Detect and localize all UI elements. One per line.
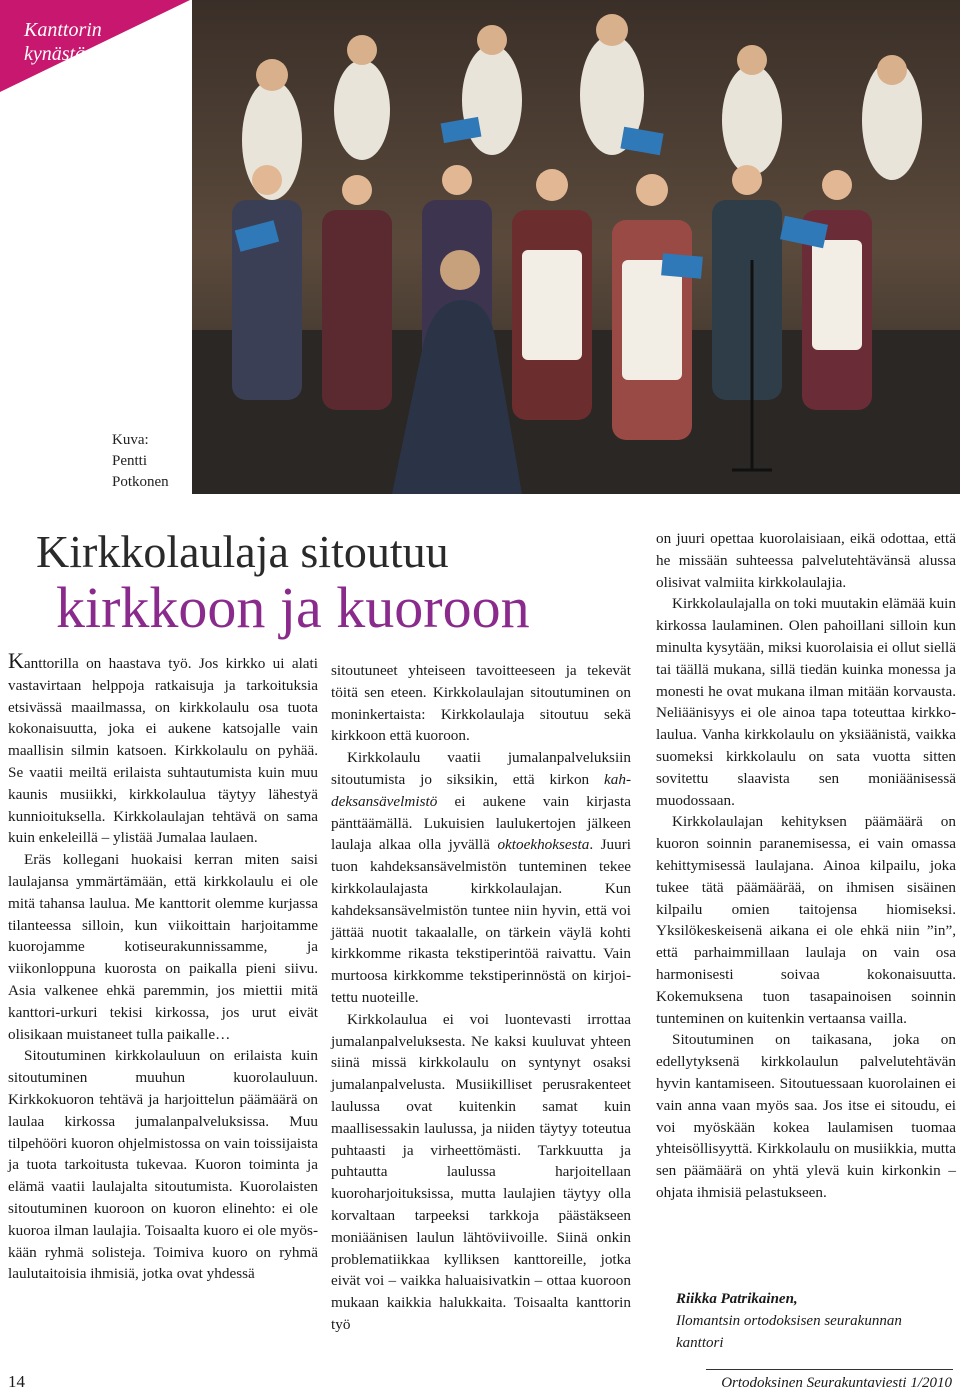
paragraph: Kirkkolaulua ei voi luontevasti irrottaa jumalanpalveluksesta. Ne kaksi kuuluvat yhteen siinä missä kirkkolaulu on syntynyt osaksi jumalanpalvelusta. Musiikilliset perusrakenteet laulussa ovat kuitenkin samat kuin maallisessakin laulussa, ja niiden täytyy toteutua puhtaasti ja virheettömästi. Tarkkuutta ja puhtautta laulussa harjoitellaan kuoroharjoituksissa, mutta laulajien täytyy olla korvaltaan tarpeeksi tarkkoja päästäkseen moniäänisen laulun lähtöviivoille. Siinä onkin problematiikkaa kylliksen kanttoreille, jotka eivät voi – vaikka haluaisivatkin – ottaa kuoroon mukaan kaikkia halukkaita. Toisaalta kanttorin työ bbox=[331, 1010, 631, 1333]
paragraph: on juuri opettaa kuorolaisiaan, eikä odottaa, että he missään suhteessa palvelutehtävänsä alussa olisivat valmiita kirkkolaulajia. bbox=[656, 530, 956, 591]
paragraph: Kirkkolaulajalla on toki muutakin elämää kuin kirkossa laulaminen. Olen pahoillani silloin kun minulta kysytään, miksi kuorolaisia ei ollut siellä tai täällä mukana, sillä tiedän kuinka monessa ja monesti he ovat mukana ilman mitään korvausta. Neliäänisyys ei ole ainoa tapa toteuttaa kirkkolaulua. Vanha kirkkolaulu on yksiäänistä, vaikka suomeksi kirkkolaulu on sata vuotta sitten sovitettu slaavista sen moniäänisessä muodossaan. bbox=[656, 595, 956, 809]
paragraph bbox=[331, 747, 631, 1009]
text-column-3 bbox=[656, 528, 956, 1204]
paragraph-emphasis: oktoekhoksesta bbox=[497, 836, 590, 854]
paragraph: Sitoutuminen on taikasana, joka on edellytyksenä kirkkolaulun palvelutehtävän hyvin kantamiseen. Sitoutuessaan kuorolainen ei vain anna vaan myös saa. Jos itse ei sitoudu, ei voi myöskään kokea laulamisen tuomaa yhteisöllisyyttä. Kirkkolaulu on musiikkia, mutta sen päämäärä on yhtä ylevä kuin kirkonkin – ohjata ihmisiä pelastukseen. bbox=[656, 1031, 956, 1201]
choir-photo-illustration bbox=[192, 0, 960, 494]
paragraph-emphasis: kahdeksansävelmistö bbox=[331, 770, 631, 810]
photo-credit-line3: Potkonen bbox=[112, 474, 169, 490]
footer-divider bbox=[706, 1369, 953, 1370]
text-column-2 bbox=[331, 660, 631, 1336]
choir-photo bbox=[192, 0, 960, 494]
paragraph-text: anttorilla on haastava työ. Jos kirkko ui alati vastavirtaan helppoja ratkaisuja ja tarkoituksia etsivässä maailmassa, on kirkkolaulu osa tuota kokonaisuutta, joka ei aukene katsojalle vain maallisin silmin katsoen. Kirkkolaulu on pyhää. Se vaatii meiltä erilaista suhtautumista kuin muu kaunis musiikki, kirkkolaulua täytyy lähestyä kunnioituksella. Kirkkolaulajan tehtävä on sama kuin enkeleillä – ylistää Jumalaa laulaen. bbox=[8, 655, 318, 847]
author-name: Riikka Patrikainen, bbox=[676, 1291, 798, 1307]
article-headline bbox=[36, 527, 636, 639]
section-label bbox=[24, 18, 102, 66]
author-signature bbox=[676, 1288, 946, 1354]
paragraph: Sitoutuminen kirkkolauluun on erilaista kuin sitoutuminen muuhun kuorolauluun. Kirkkokuoron tehtävä ja harjoittelun päämäärä on laulaa kirkossa jumalanpalveluksissa. Muu tilpehööri kuoron ohjelmistossa on vain toissijaista ja tuota tarkoitusta tukevaa. Kuoron toiminta ja elämä vaatii laulajalta sitoutumista. Kuorolaisten sitoutuminen kuoroon on kuoron elinehto: ei ole kuoroa ilman laulajia. Toisaalta kuoro ei ole myöskään ryhmä solisteja. Toimiva kuoro on ryhmä laulutaitoisia ihmisiä, jotka ovat yhdessä bbox=[8, 1047, 318, 1283]
publication-title: Ortodoksinen Seurakuntaviesti 1/2010 bbox=[721, 1375, 952, 1391]
page-number: 14 bbox=[8, 1372, 25, 1391]
paragraph-text: . Juuri tuon kahdeksansävelmistön tunteminen tekee kirkkolaulajasta kirkkolaulajan. Kun kahdeksansävelmistön tuntee niin hyvin, että voi jättää nuotit takaalalle, on tärkein väylä kohti kirkkomme rikasta tekstiperintöä raivattu. Vain murtoosa kirkkomme tekstiperinnöstä on kirjoitettu nuoteille. bbox=[331, 836, 631, 1006]
photo-credit-line2: Pentti bbox=[112, 453, 148, 469]
photo-credit-line1: Kuva: bbox=[112, 432, 149, 448]
paragraph: Eräs kollegani huokaisi kerran miten saisi laulajansa ymmärtämään, että kirkkolaulu ei ole mitä tahansa laulua. Me kanttorit olemme kurjassa tilanteessa silloin, kun viikoittain harjoitamme kuorojamme kotiseurakunnissamme, ja viikonloppuna kuorosta on paikalla pieni siivu. Asia valkenee ehkä paremmin, jos miettii mitä kanttori-urkuri tekisi kirkossa, jos urut eivät olisikaan muistaneet tulla paikalle… bbox=[8, 851, 318, 1043]
paragraph bbox=[8, 650, 318, 849]
text-column-1 bbox=[8, 650, 318, 1285]
paragraph: Kirkkolaulajan kehityksen päämäärä on kuoron soinnin paranemisessa, ei vain omassa kehittymisessä laulajana. Ainoa kilpailu, joka tukee tätä päämäärää, on ihmisen sisäinen kilpailu omien taitojensa hiomiseksi. Yksilökeskeisenä aikana ei ole ehkä niin ”in”, että parhaimmillaan laulaja on vain osa harmonisesti soivaa kokonaisuutta. Kokemuksena tuon tasapainoisen soinnin tunteminen on kuitenkin vertaansa vailla. bbox=[656, 813, 956, 1027]
section-label-line1: Kanttorin bbox=[24, 19, 102, 41]
headline-line1: Kirkkolaulaja sitoutuu bbox=[36, 526, 449, 577]
section-label-line2: kynästä bbox=[24, 43, 86, 65]
paragraph-text: ei aukene vain kirjasta pänttäämällä. Lukuisien laulukertojen jälkeen laulaja alkaa olla jyvällä bbox=[331, 792, 631, 854]
headline-line2: kirkkoon ja kuoroon bbox=[56, 575, 530, 640]
paragraph: sitoutuneet yhteiseen tavoitteeseen ja tekevät töitä sen eteen. Kirkkolaulajan sitoutuminen on moninkertaista: Kirkkolaulaja sitoutuu sekä kirkkoon että kuoroon. bbox=[331, 662, 631, 745]
photo-credit bbox=[112, 430, 192, 493]
dropcap: K bbox=[8, 648, 24, 673]
paragraph-text: Kirkkolaulu vaatii jumalanpalveluksiin sitoutumista jo siksikin, että kirkon bbox=[331, 749, 631, 788]
author-role-line2: kanttori bbox=[676, 1335, 724, 1351]
author-role-line1: Ilomantsin ortodoksisen seurakunnan bbox=[676, 1313, 902, 1329]
